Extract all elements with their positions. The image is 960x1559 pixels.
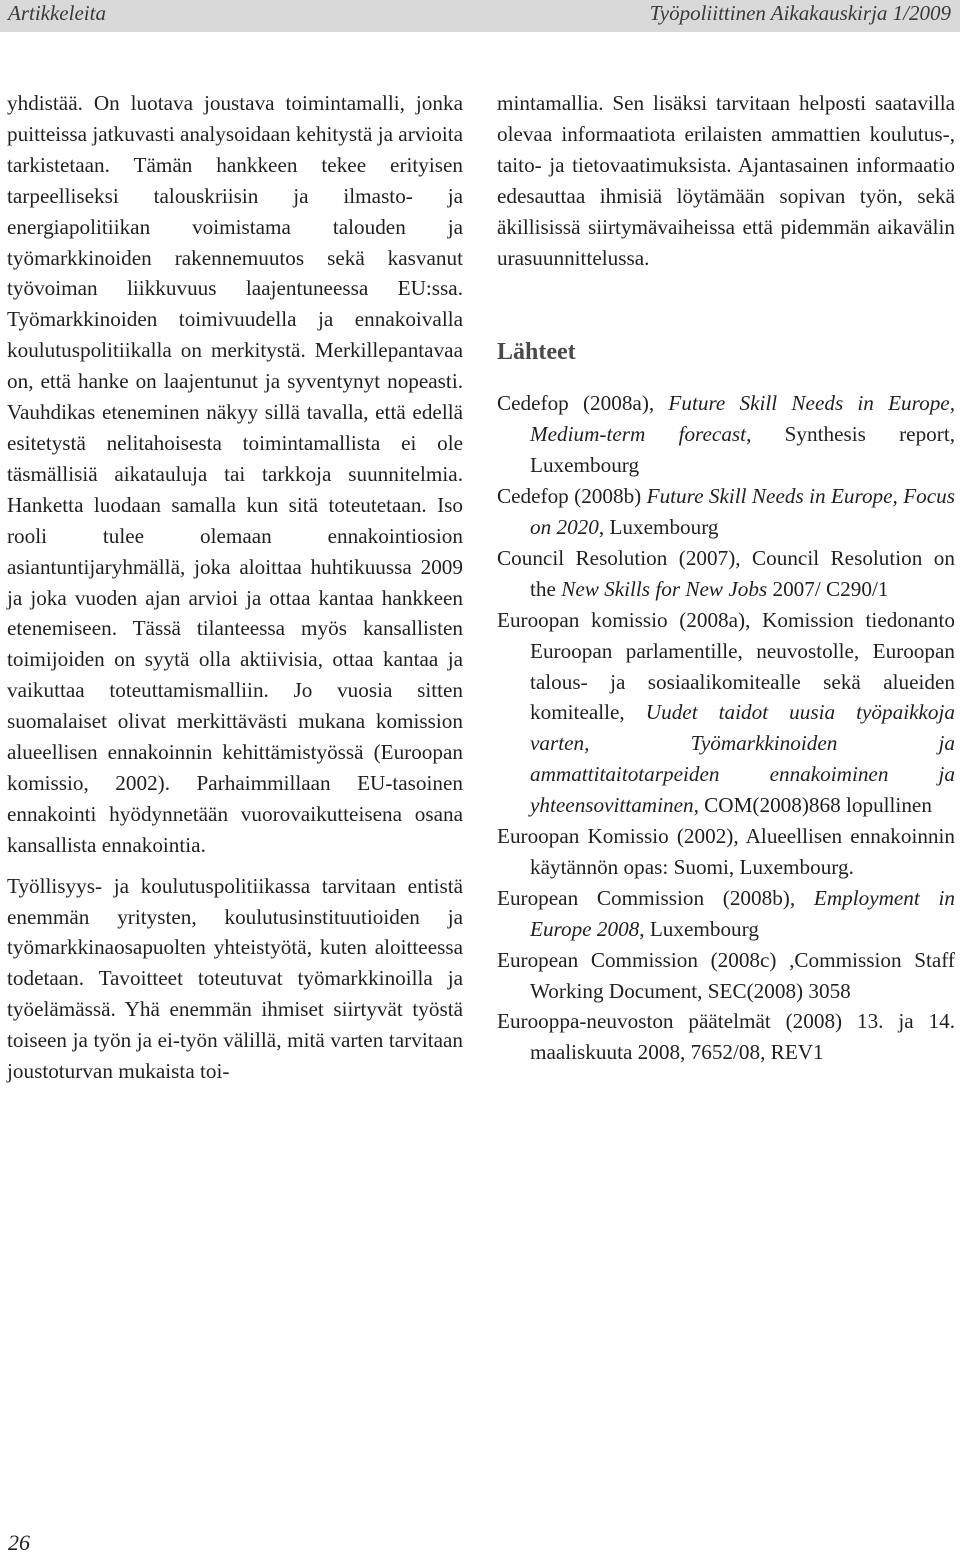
reference-item: Cedefop (2008b) Future Skill Needs in Europe, Focus on 2020, Luxembourg (497, 484, 955, 539)
body-paragraph: yhdistää. On luotava joustava toimintamalli, jonka puitteissa jatkuvasti analysoidaan kehitystä ja arvioita tarkistetaan. Tämän hankkeen tekee erityisen tarpeelliseksi talouskriisin ja ilmasto- ja energiapolitiikan voimistama talouden ja työmarkkinoiden rakennemuutos sekä kasvanut työvoiman liikkuvuus laajentuneessa EU:ssa. Työmarkkinoiden toimivuudella ja ennakoivalla koulutuspolitiikalla on merkitystä. Merkillepantavaa on, että hanke on laajentunut ja syventynyt nopeasti. Vauhdikas eteneminen näkyy sillä tavalla, että edellä esitetystä nelitahoisesta toimintamallista ei ole täsmällisiä aikatauluja tai tarkkoja suunnitelmia. Hanketta luodaan samalla kun sitä toteutetaan. Iso rooli tulee olemaan ennakointiosion asiantuntijaryhmällä, joka aloittaa huhtikuussa 2009 ja joka vuoden ajan arvioi ja ottaa kantaa hankkeen etenemiseen. Tässä tilanteessa myös kansallisten toimijoiden on syytä olla aktiivisia, ottaa kantaa ja vaikuttaa toteuttamismalliin. Jo vuosia sitten suomalaiset olivat merkittävästi mukana komission alueellisen ennakoinnin kehittämistyössä (Euroopan komissio, 2002). Parhaimmillaan EU-tasoinen ennakointi hyödynnetään vuorovaikutteisena osana kansallista ennakointia. (7, 91, 463, 857)
reference-item: European Commission (2008b), Employment in Europe 2008, Luxembourg (497, 885, 955, 941)
reference-item: Cedefop (2008a), Future Skill Needs in Europe, Medium-term forecast, Synthesis report, Luxembourg (497, 391, 955, 478)
header-journal: Työpoliittinen Aikakauskirja 1/2009 (649, 1, 951, 25)
references-heading: Lähteet (497, 339, 576, 366)
page-number: 26 (8, 1530, 30, 1555)
reference-item: Euroopan Komissio (2002), Alueellisen ennakoinnin käytännön opas: Suomi, Luxembourg. (497, 824, 955, 879)
reference-item: Council Resolution (2007), Council Resolution on the New Skills for New Jobs 2007/ C290/1 (497, 545, 955, 601)
body-paragraph: Työllisyys- ja koulutuspolitiikassa tarvitaan entistä enemmän yritysten, koulutusinstituutioiden ja työmarkkinaosapuolten yhteistyötä, kuten aloitteessa todetaan. Tavoitteet toteutuvat työmarkkinoilla ja työelämässä. Yhä enemmän ihmiset siirtyvät työstä toiseen ja työn ja ei-työn välillä, mitä varten tarvitaan joustoturvan mukaista toi- (7, 873, 463, 1084)
left-column (7, 88, 463, 1087)
reference-item: Euroopan komissio (2008a), Komission tiedonanto Euroopan parlamentille, neuvostolle, Euroopan talous- ja sosiaalikomitealle sekä alueiden komitealle, Uudet taidot uusia työpaikkoja varten, Työmarkkinoiden ja ammattitaitotarpeiden ennakoiminen ja yhteensovittaminen, COM(2008)868 lopullinen (497, 607, 955, 818)
reference-item: Eurooppa-neuvoston päätelmät (2008) 13. ja 14. maaliskuuta 2008, 7652/08, REV1 (497, 1009, 955, 1065)
right-column (497, 88, 955, 1068)
body-paragraph: mintamallia. Sen lisäksi tarvitaan helposti saatavilla olevaa informaatiota erilaisten ammattien koulutus-, taito- ja tietovaatimuksista. Ajantasainen informaatio edesauttaa ihmisiä löytämään sopivan työn, sekä äkillisissä siirtymävaiheissa että pidemmän aikavälin urasuunnittelussa. (497, 91, 955, 270)
reference-list (497, 388, 955, 1068)
header-section: Artikkeleita (8, 1, 106, 25)
running-header (0, 0, 960, 32)
reference-item: European Commission (2008c) ,Commission Staff Working Document, SEC(2008) 3058 (497, 947, 955, 1003)
